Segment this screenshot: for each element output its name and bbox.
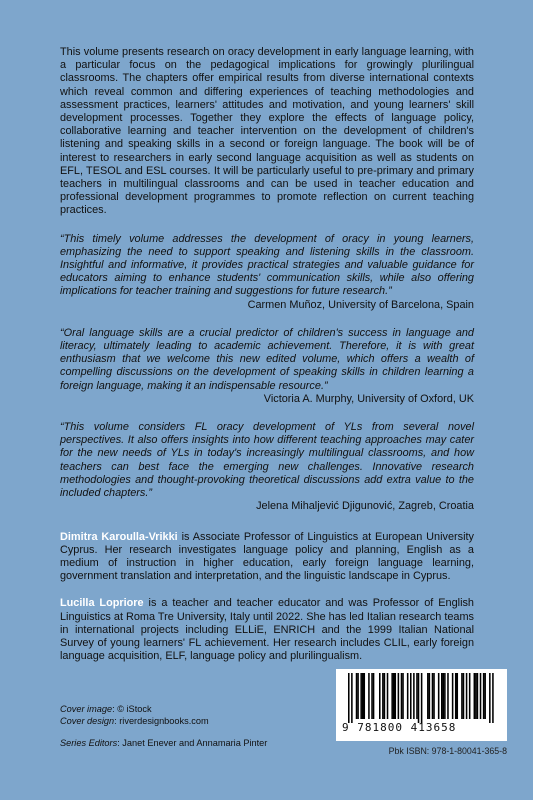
endorsement-quote: “This volume considers FL oracy development of YLs from several novel perspectives. It also offers insights into how different teaching approaches may cater for the new needs of YLs in today's increasingly multilingual classrooms, and how teachers can best face the emerging new challenges. Innovative research methodologies and thought-provoking theoretical discussions add extra value to the included chapters.” <box>60 421 474 500</box>
credit-value: : © iStock <box>112 704 152 714</box>
cover-design-credit <box>60 715 320 727</box>
endorsement-author: Carmen Muñoz, University of Barcelona, Spain <box>247 298 474 311</box>
credit-value: : riverdesignbooks.com <box>114 716 209 726</box>
isbn-label: Pbk ISBN: 978-1-80041-365-8 <box>388 746 507 756</box>
book-blurb: This volume presents research on oracy development in early language learning, with a particular focus on the pedagogical implications for growingly plurilingual classrooms. The chapters offer empirical results from diverse international contexts which reveal common and differing experiences of teaching methodologies and assessment practices, learners' attitudes and motivation, and young learners' skill development processes. Together they explore the effects of language policy, collaborative learning and teacher intervention on the development of children's listening and speaking skills in a second or foreign language. The book will be of interest to researchers in early second language acquisition as well as students on EFL, TESOL and ESL courses. It will be particularly useful to pre-primary and primary teachers in multilingual classrooms and can be used in teacher education and professional development programmes to promote reflection on current teaching practices. <box>60 46 474 217</box>
back-cover-text <box>60 46 474 663</box>
credit-label: Cover image <box>60 704 113 714</box>
credit-label: Cover design <box>60 716 115 726</box>
editor-bio-1 <box>60 531 474 584</box>
endorsement-quote: “Oral language skills are a crucial predictor of children's success in language and literacy, ultimately leading to academic achievement. Therefore, it is with great enthusiasm that we welcome this new edited volume, which offers a wealth of compelling discussions on the development of speaking skills in children learning a foreign language, making it an indispensable resource.” <box>60 326 474 392</box>
endorsement-quote: “This timely volume addresses the development of oracy in young learners, emphasizing the need to support speaking and listening skills in the classroom. Insightful and informative, it provides practical strategies and valuable guidance for educators aiming to enhance students' communication skills, while also offering implications for teacher training and suggestions for future research.” <box>60 232 474 298</box>
barcode-bars <box>346 673 497 723</box>
series-editors-credit <box>60 737 320 749</box>
credit-value: : Janet Enever and Annamaria Pinter <box>117 738 268 748</box>
credits <box>60 703 320 749</box>
editor-name: Lucilla Lopriore <box>60 597 144 610</box>
editor-name: Dimitra Karoulla-Vrikki <box>60 530 178 543</box>
endorsement-author: Victoria A. Murphy, University of Oxford, UK <box>263 392 474 405</box>
endorsement-1 <box>60 233 474 312</box>
barcode <box>336 669 507 741</box>
credit-label: Series Editors <box>60 738 118 748</box>
endorsement-3 <box>60 421 474 513</box>
editor-bio-text: is Associate Professor of Linguistics at European University Cyprus. Her research investigates language policy and planning, English as a medium of instruction in higher education, early foreign language learning, government translation and interpretation, and the linguistic landscape in Cyprus. <box>60 530 474 583</box>
editor-bio-2 <box>60 597 474 663</box>
endorsement-2 <box>60 327 474 406</box>
endorsement-author: Jelena Mihaljević Djigunović, Zagreb, Croatia <box>256 500 474 513</box>
cover-image-credit <box>60 703 320 715</box>
editor-bio-text: is a teacher and teacher educator and was Professor of English Linguistics at Roma Tre University, Italy until 2022. She has led Italian research teams in international projects including ELLiE, ENRICH and the 1999 Italian National Survey of young learners' FL achievement. Her research includes CLIL, early foreign language acquisition, ELF, language policy and plurilingualism. <box>60 597 474 663</box>
barcode-digits: 9 781800 413658 <box>342 721 457 734</box>
